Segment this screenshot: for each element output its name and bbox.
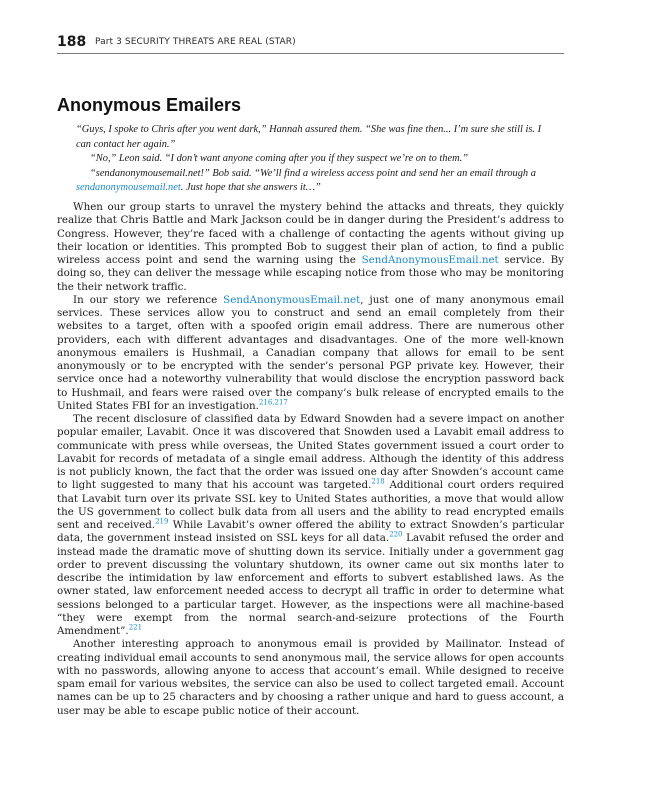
page-header: [57, 34, 564, 52]
section-title: Anonymous Emailers: [57, 95, 242, 115]
body-text-run: While Lavabit’s owner offered the ability to extract Snowden’s particular data, the government instead insisted on SSL keys for all data.: [57, 519, 564, 545]
page-number: 188: [57, 34, 87, 50]
epigraph-link[interactable]: sendanonymousemail.net: [76, 182, 181, 193]
body-text-run: , just one of many anonymous email services. These services allow you to construct and send an email completely from their websites to a target, often with a spoofed origin email address. There are numerous other providers, each with different advantages and disadvantages. One of the more well-known anonymous emailers is Hushmail, a Canadian company that allows for email to be sent anonymously or to be encrypted with the sender’s personal PGP private key. However, their service once had a noteworthy vulnerability that would disclose the encryption password back to Hushmail, and fears were raised over the company’s bulk release of encrypted emails to the United States FBI for an investigation.: [57, 293, 564, 412]
body-text-run: In our story we reference: [73, 293, 224, 306]
footnote-ref[interactable]: 216,217: [258, 398, 288, 407]
body-text-run: The recent disclosure of classified data by Edward Snowden had a severe impact on another popular emailer, Lavabit. Once it was discovered that Snowden used a Lavabit email address to communicate with press while overseas, the United States government issued a court order to Lavabit for records of metadata of a single email address. Although the identity of this address is not publicly known, the fact that the order was issued one day after Snowden’s account came to light suggested to many that his account was targeted.: [57, 413, 564, 492]
body-paragraph: [57, 201, 564, 294]
body-text-run: Lavabit refused the order and instead made the dramatic move of shutting down its service. Initially under a government gag order to prevent discussing the voluntary shutdown, its owner came out six months later to describe the intimidation by law enforcement and efforts to subvert established laws. As the owner stated, law enforcement needed access to decrypt all traffic in order to determine what sessions belonged to a particular target. However, as the inspections were all machine-based “they were exempt from the normal search-and-seizure protections of the Fourth Amendment”.: [57, 532, 564, 637]
body-text: [57, 201, 564, 718]
epigraph-paragraph: “No,” Leon said. “I don’t want anyone coming after you if they suspect we’re on to them.”: [90, 153, 468, 164]
epigraph: [76, 123, 554, 196]
epigraph-text: “sendanonymousemail.net!” Bob said. “We’ll find a wireless access point and send her an email through a: [90, 167, 536, 179]
epigraph-paragraph: [76, 167, 554, 196]
epigraph-text: . Just hope that she answers it…”: [180, 182, 321, 193]
header-rule: [57, 53, 564, 54]
footnote-ref[interactable]: 221: [128, 623, 143, 632]
sendanonymousemail-link[interactable]: SendAnonymousEmail.net: [223, 293, 361, 306]
body-text-run: Additional court orders required that Lavabit turn over its private SSL key to United States authorities, a move that would allow the US government to collect bulk data from all users and the ability to read encrypted emails sent and received.: [57, 479, 564, 531]
body-paragraph: [57, 294, 564, 413]
footnote-ref[interactable]: 218: [371, 477, 385, 486]
running-head: Part 3 SECURITY THREATS ARE REAL (STAR): [95, 37, 296, 47]
body-text-run: When our group starts to unravel the mystery behind the attacks and threats, they quickly realize that Chris Battle and Mark Jackson could be in danger during the President’s address to Congress. However, they’re faced with a challenge of contacting the agents without giving up their location or identities. This prompted Bob to suggest their plan of action, to find a public wireless access point and send the warning using the: [57, 201, 564, 266]
footnote-ref[interactable]: 220: [389, 530, 403, 539]
body-paragraph: [57, 413, 564, 638]
sendanonymousemail-link[interactable]: SendAnonymousEmail.net: [361, 254, 499, 266]
body-paragraph: Another interesting approach to anonymous email is provided by Mailinator. Instead of creating individual email accounts to send anonymous mail, the service allows for open accounts with no passwords, allowing anyone to access that account’s email. While designed to receive spam email for various websites, the service can also be used to collect targeted email. Account names can be up to 25 characters and by choosing a rather unique and hard to guess account, a user may be able to escape public notice of their account.: [57, 638, 565, 717]
footnote-ref[interactable]: 219: [155, 517, 169, 526]
body-text-run: service. By doing so, they can deliver the message while escaping notice from those who may be monitoring the their network traffic.: [57, 254, 564, 293]
epigraph-paragraph: “Guys, I spoke to Chris after you went dark,” Hannah assured them. “She was fine then... I’m sure she still is. I can contact her again.”: [76, 124, 542, 150]
